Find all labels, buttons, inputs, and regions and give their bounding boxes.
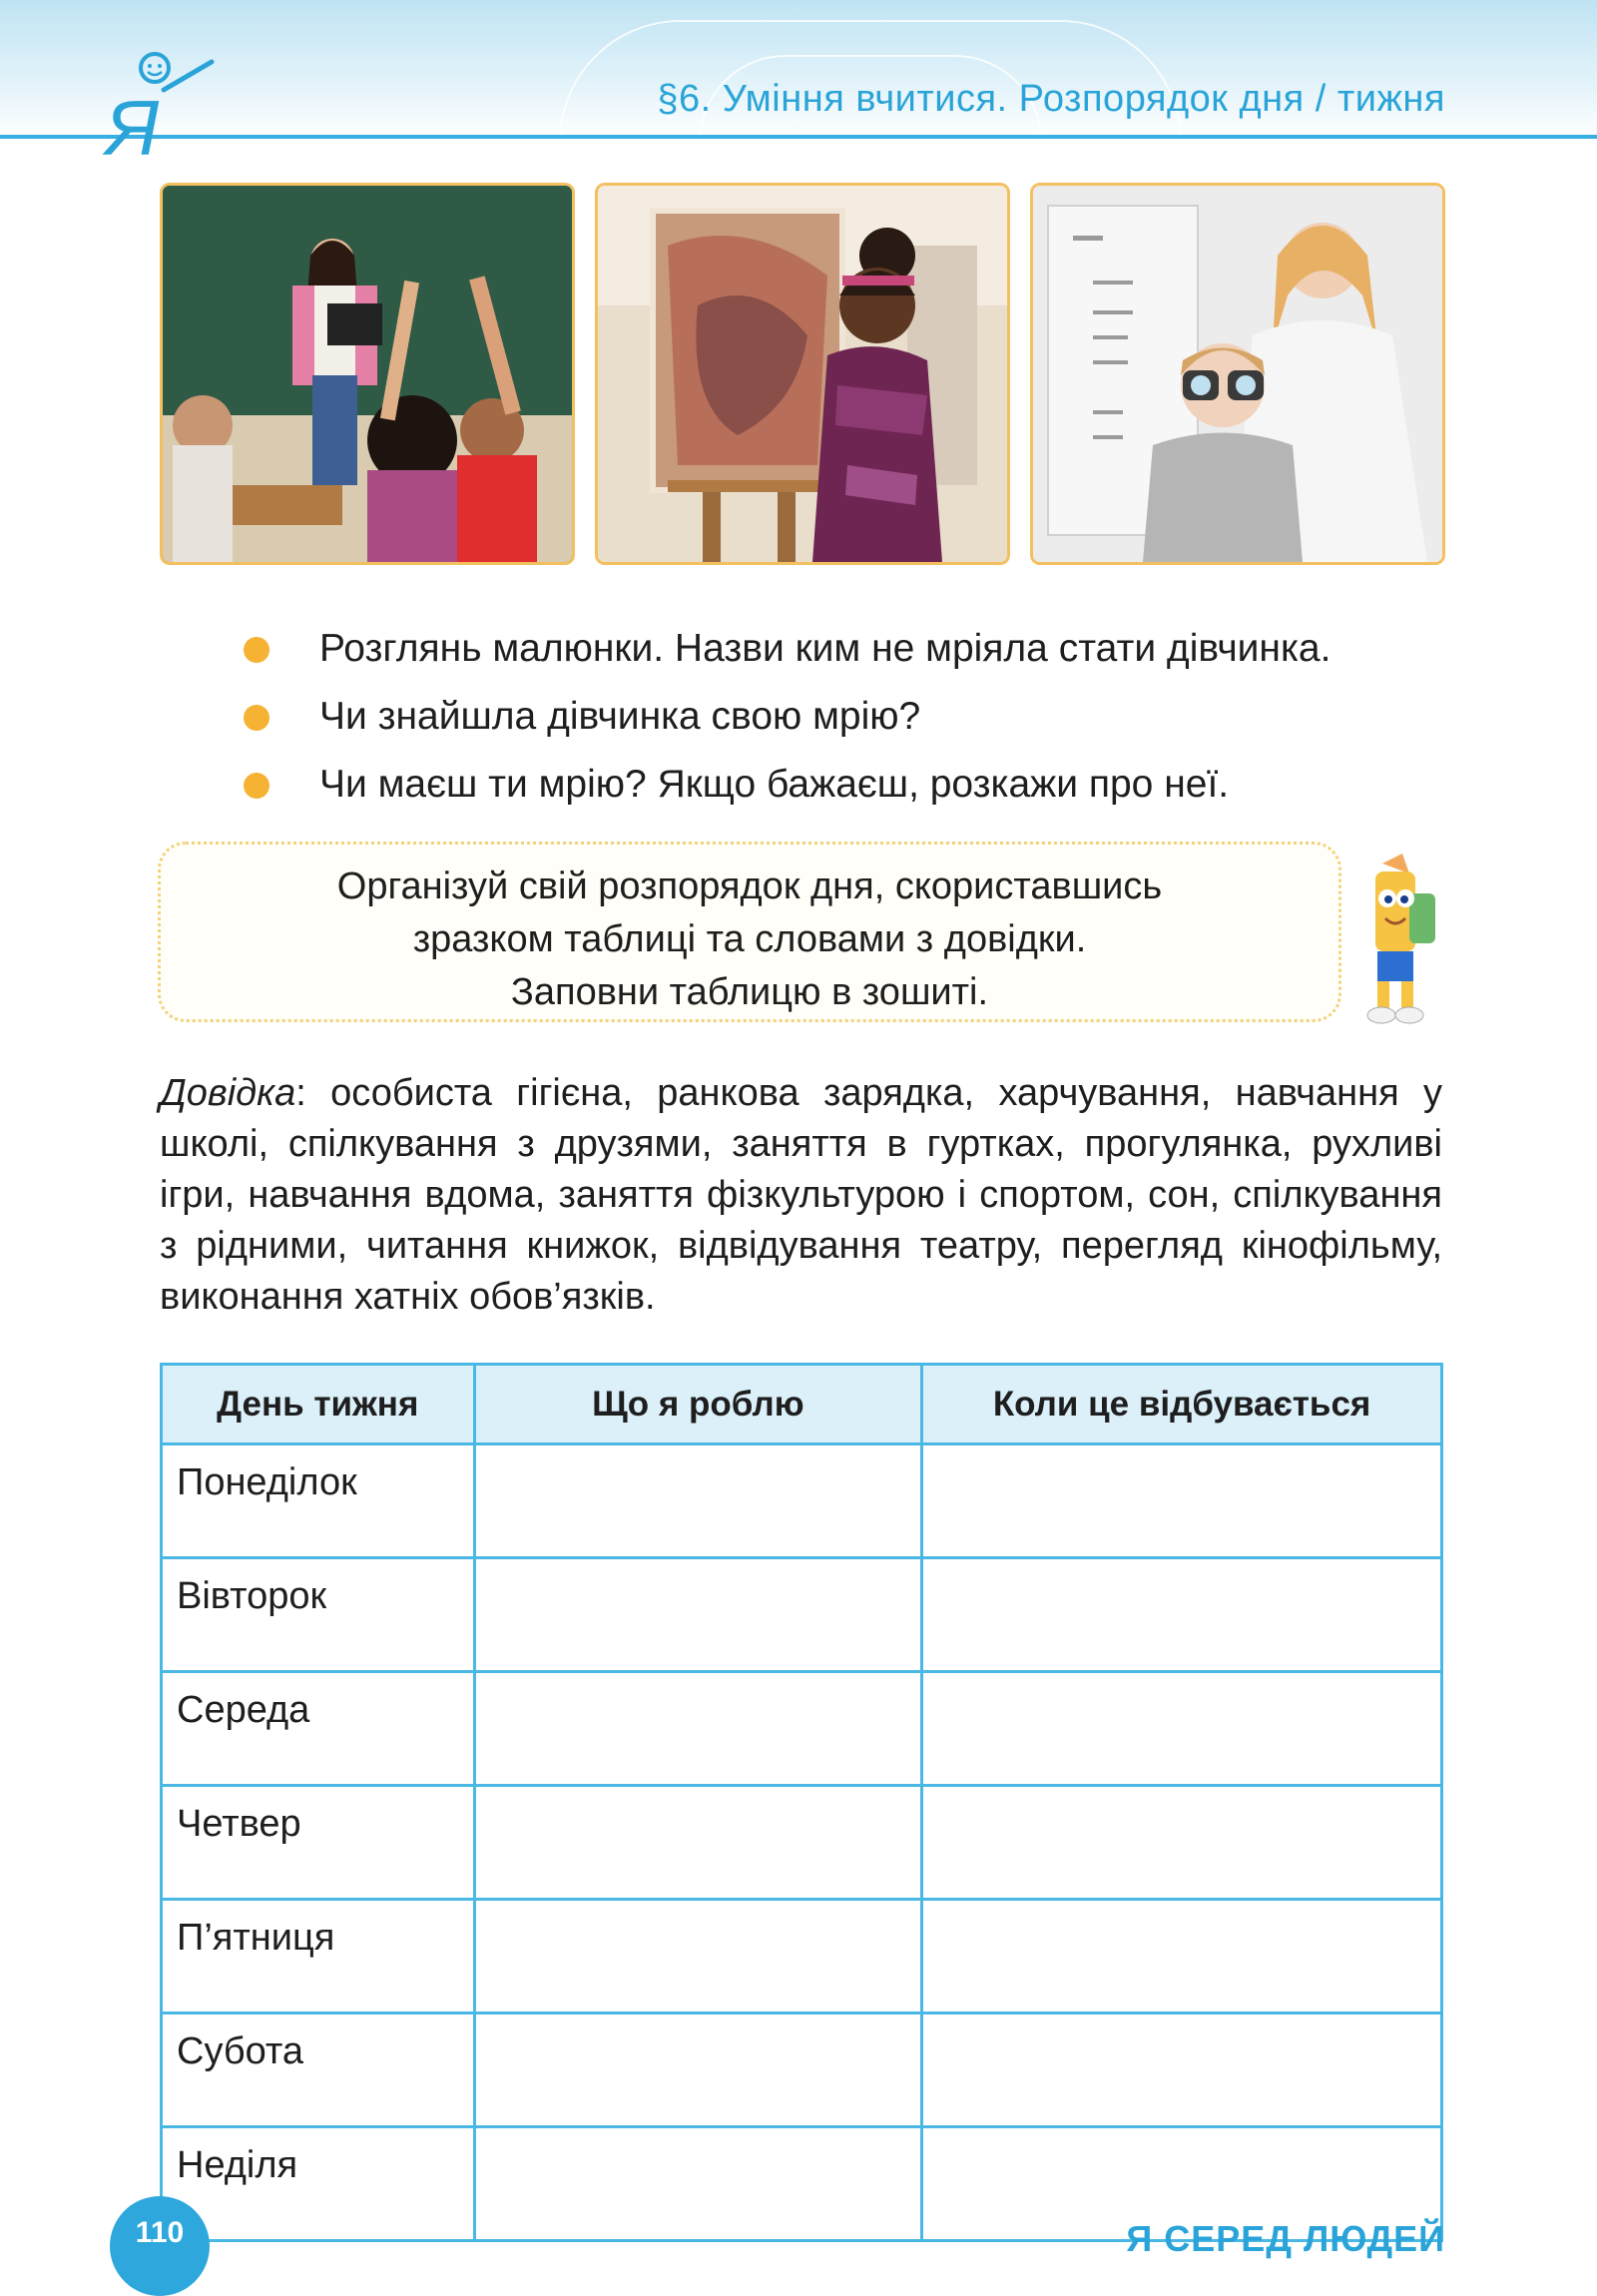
day-cell: Субота [162, 2013, 475, 2127]
day-cell: П’ятниця [162, 1900, 475, 2013]
bullet-text: Розглянь малюнки. Назви ким не мріяла стати дівчинка. [319, 627, 1331, 670]
eye-doctor-photo [1030, 183, 1445, 565]
teacher-classroom-photo [160, 183, 575, 565]
column-header: День тижня [162, 1365, 475, 1444]
column-header: Коли це відбувається [922, 1365, 1442, 1444]
time-cell [922, 1900, 1442, 2013]
bullet-dot-icon [244, 705, 269, 731]
day-cell: Неділя [162, 2127, 475, 2241]
header-rule [0, 135, 1597, 139]
time-cell [922, 1672, 1442, 1786]
section-title: §6. Уміння вчитися. Розпорядок дня / тижня [657, 78, 1445, 120]
time-cell [922, 1444, 1442, 1558]
question-list [240, 619, 1457, 823]
table-row [162, 2013, 1442, 2127]
reference-paragraph [160, 1068, 1442, 1323]
day-cell: Понеділок [162, 1444, 475, 1558]
list-item [240, 619, 1457, 687]
girl-painter-photo [595, 183, 1010, 565]
bullet-dot-icon [244, 773, 269, 799]
callout-line: зразком таблиці та словами з довідки. [412, 918, 1087, 960]
day-cell: Четвер [162, 1786, 475, 1900]
table-row [162, 1672, 1442, 1786]
schedule-table [160, 1363, 1443, 2242]
time-cell [922, 1558, 1442, 1672]
table-row [162, 1786, 1442, 1900]
reference-text: : особиста гігієна, ранкова зарядка, харчування, навчання у школі, спілкування з друзями, заняття в гуртках, прогулянка, рухливі ігри, навчання вдома, заняття фізкультурою і спортом, сон, спілкування з рідними, читання книжок, відвідування театру, перегляд кінофільму, виконання хатніх обов’язків. [160, 1072, 1442, 1318]
callout-line: Організуй свій розпорядок дня, скориставшись [336, 865, 1163, 907]
activity-cell [474, 1900, 922, 2013]
time-cell [922, 1786, 1442, 1900]
list-item [240, 687, 1457, 755]
callout-line: Заповни таблицю в зошиті. [510, 971, 989, 1013]
activity-cell [474, 1672, 922, 1786]
ya-logo-icon [100, 50, 220, 160]
table-row [162, 1900, 1442, 2013]
activity-cell [474, 1786, 922, 1900]
table-header-row [162, 1365, 1442, 1444]
activity-cell [474, 1558, 922, 1672]
task-callout [158, 842, 1341, 1022]
chapter-title: Я СЕРЕД ЛЮДЕЙ [1126, 2218, 1445, 2259]
table-row [162, 1558, 1442, 1672]
page-number: 110 [135, 2216, 185, 2249]
column-header: Що я роблю [474, 1365, 922, 1444]
page-number-badge [110, 2196, 210, 2296]
day-cell: Середа [162, 1672, 475, 1786]
pencil-mascot-icon [1347, 854, 1447, 1028]
callout-text [161, 861, 1338, 1019]
bullet-dot-icon [244, 637, 269, 663]
table-row [162, 1444, 1442, 1558]
reference-label: Довідка [160, 1072, 296, 1114]
activity-cell [474, 1444, 922, 1558]
bullet-text: Чи маєш ти мрію? Якщо бажаєш, розкажи про неї. [319, 763, 1230, 806]
time-cell [922, 2013, 1442, 2127]
list-item [240, 755, 1457, 823]
activity-cell [474, 2127, 922, 2241]
bullet-text: Чи знайшла дівчинка свою мрію? [319, 695, 921, 738]
activity-cell [474, 2013, 922, 2127]
logo-letter: Я [106, 84, 160, 160]
day-cell: Вівторок [162, 1558, 475, 1672]
